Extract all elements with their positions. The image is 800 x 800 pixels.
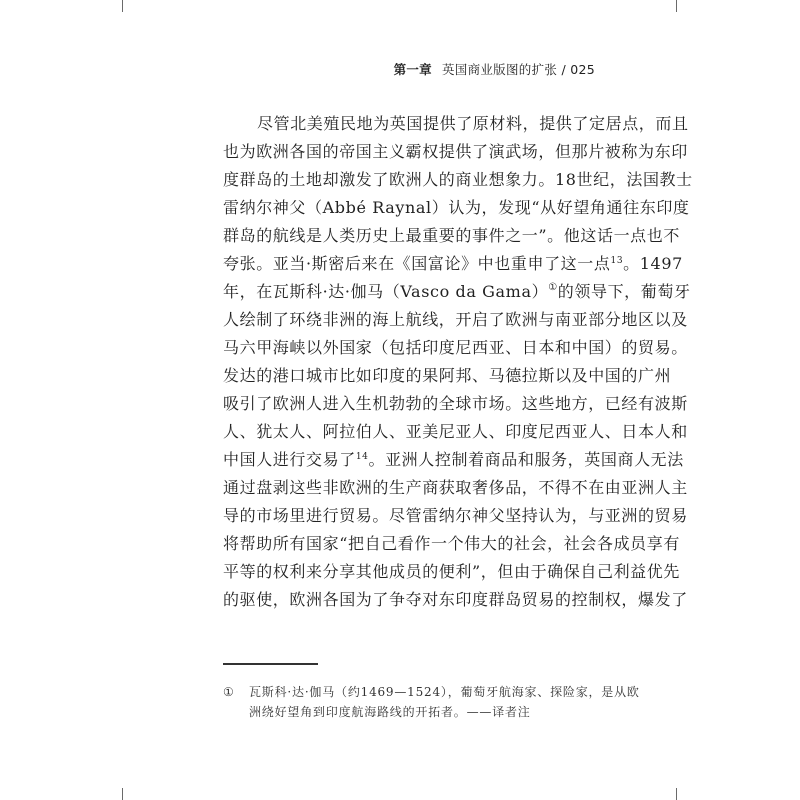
text-line: 的驱使，欧洲各国为了争夺对东印度群岛贸易的控制权，爆发了: [223, 590, 688, 609]
footnote-marker: ①: [223, 685, 235, 699]
footnote-divider: [223, 663, 318, 665]
footnote-ref-1: ①: [548, 282, 558, 293]
footnote-line: 洲绕好望角到印度航海路线的开拓者。——译者注: [249, 705, 531, 719]
crop-mark-top-right: [676, 0, 677, 12]
crop-mark-bottom-left: [122, 788, 123, 800]
text-line: 尽管北美殖民地为英国提供了原材料，提供了定居点，而且: [257, 114, 689, 133]
text-line: 吸引了欧洲人进入生机勃勃的全球市场。这些地方，已经有波斯: [223, 394, 688, 413]
crop-mark-top-left: [122, 0, 123, 12]
endnote-ref-13: 13: [610, 256, 624, 266]
text-segment: 。亚洲人控制着商品和服务，英国商人无法: [368, 450, 684, 469]
text-segment: 夸张。亚当·斯密后来在《国富论》中也重申了这一点: [223, 254, 611, 273]
text-line: 度群岛的土地却激发了欧洲人的商业想象力。18世纪，法国教士: [223, 170, 693, 189]
running-head-chapter: 第一章: [393, 62, 432, 77]
text-line: 导的市场里进行贸易。尽管雷纳尔神父坚持认为，与亚洲的贸易: [223, 506, 688, 525]
text-line: 雷纳尔神父（Abbé Raynal）认为，发现“从好望角通往东印度: [223, 198, 690, 217]
text-line: 发达的港口城市比如印度的果阿邦、马德拉斯以及中国的广州: [223, 366, 672, 385]
text-segment: 。1497: [623, 254, 683, 273]
text-line: 通过盘剥这些非欧洲的生产商获取奢侈品，不得不在由亚洲人主: [223, 478, 688, 497]
footnote: [223, 682, 640, 722]
footnote-text: 瓦斯科·达·伽马（约1469—1524），葡萄牙航海家、探险家，是从欧: [249, 685, 640, 699]
text-line: 人、犹太人、阿拉伯人、亚美尼亚人、印度尼西亚人、日本人和: [223, 422, 688, 441]
text-segment: 的领导下，葡萄牙: [557, 282, 691, 301]
text-line: 马六甲海峡以外国家（包括印度尼西亚、日本和中国）的贸易。: [223, 338, 688, 357]
text-segment: 中国人进行交易了: [223, 450, 356, 469]
crop-mark-bottom-right: [676, 788, 677, 800]
text-line: [223, 250, 683, 278]
text-line: 平等的权利来分享其他成员的便利”，但由于确保自己利益优先: [223, 562, 680, 581]
text-line: 也为欧洲各国的帝国主义霸权提供了演武场，但那片被称为东印: [223, 142, 688, 161]
text-line: 群岛的航线是人类历史上最重要的事件之一”。他这话一点也不: [223, 226, 680, 245]
footnote-line: [223, 682, 640, 702]
text-line: 人绘制了环绕非洲的海上航线，开启了欧洲与南亚部分地区以及: [223, 310, 688, 329]
text-line: [223, 278, 691, 306]
running-head-title: 英国商业版图的扩张 / 025: [441, 62, 595, 77]
running-head: [394, 60, 595, 78]
text-line: [223, 446, 684, 474]
endnote-ref-14: 14: [355, 452, 369, 462]
body-paragraph: [223, 110, 693, 614]
text-segment: 年，在瓦斯科·达·伽马（Vasco da Gama）: [223, 282, 549, 301]
text-line: 将帮助所有国家“把自己看作一个伟大的社会，社会各成员享有: [223, 534, 680, 553]
